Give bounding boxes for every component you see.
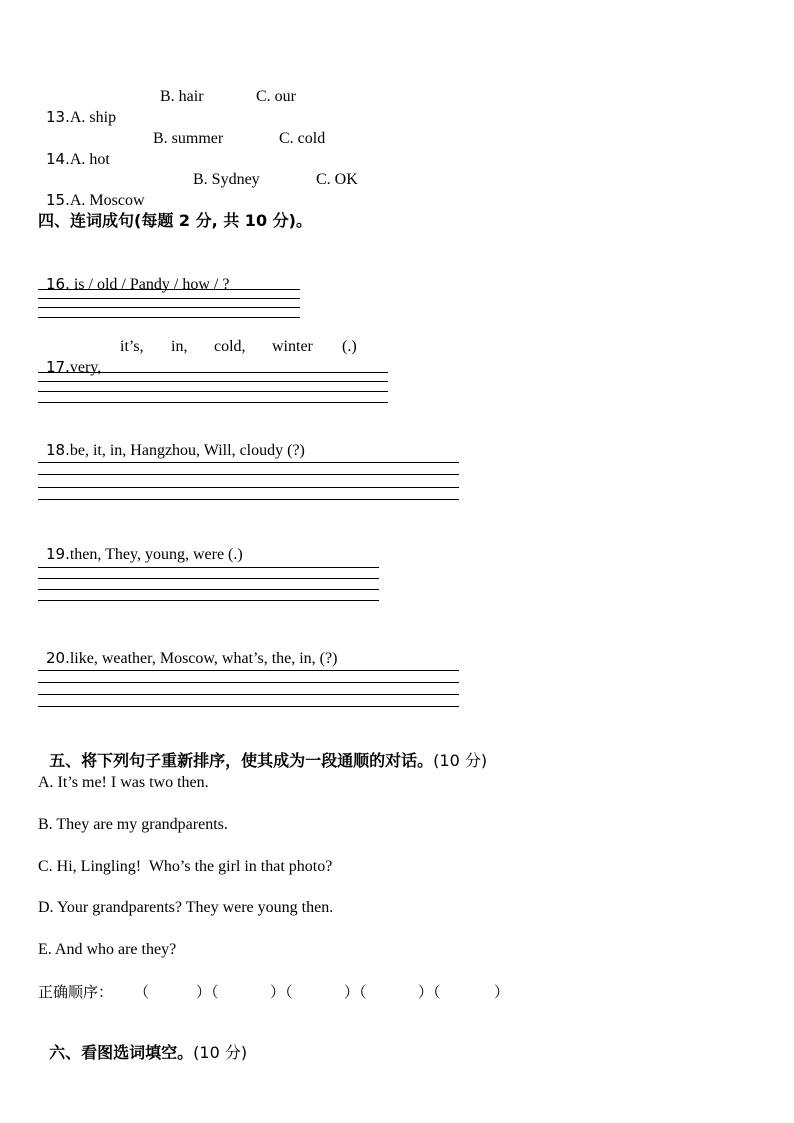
answer-line[interactable] — [38, 682, 459, 683]
answer-line[interactable] — [38, 694, 459, 695]
section-6-heading — [38, 1023, 247, 1063]
answer-line[interactable] — [38, 589, 379, 590]
answer-line[interactable] — [38, 298, 300, 299]
answer-slot[interactable]: ）（ — [196, 983, 219, 1001]
answer-line[interactable] — [38, 381, 388, 382]
answer-line[interactable] — [38, 307, 300, 308]
answer-line[interactable] — [38, 487, 459, 488]
question-number: 17. — [46, 358, 70, 376]
question-number: 18. — [46, 441, 70, 459]
option-b: B. hair — [160, 88, 204, 105]
answer-line[interactable] — [38, 372, 388, 373]
dialogue-sentence-e: E. And who are they? — [38, 941, 177, 958]
question-13 — [38, 87, 116, 128]
answer-line[interactable] — [38, 706, 459, 707]
question-number: 15. — [46, 191, 70, 209]
answer-line[interactable] — [38, 499, 459, 500]
section-5-score: (10 分) — [433, 751, 488, 770]
answer-line[interactable] — [38, 391, 388, 392]
question-text: then, They, young, were (.) — [69, 546, 243, 563]
answer-line[interactable] — [38, 402, 388, 403]
option-c: C. cold — [279, 130, 326, 147]
question-number: 19. — [46, 545, 70, 563]
option-a: A. Moscow — [69, 192, 145, 209]
answer-line[interactable] — [38, 289, 300, 290]
question-number: 20. — [46, 649, 70, 667]
answer-line[interactable] — [38, 462, 459, 463]
answer-line[interactable] — [38, 578, 379, 579]
question-number: 16. — [46, 275, 70, 293]
answer-line[interactable] — [38, 317, 300, 318]
section-5-title: 五、将下列句子重新排序，使其成为一段通顺的对话。 — [49, 751, 434, 770]
question-text: is / old / Pandy / how / ? — [69, 276, 230, 293]
question-number: 14. — [46, 150, 70, 168]
word: very, — [69, 359, 102, 376]
word: it’s, — [120, 338, 144, 355]
question-19 — [38, 524, 243, 565]
word: cold, — [214, 338, 246, 355]
question-number: 13. — [46, 108, 70, 126]
question-text: be, it, in, Hangzhou, Will, cloudy (?) — [69, 442, 305, 459]
option-c: C. our — [256, 88, 296, 105]
answer-line[interactable] — [38, 670, 459, 671]
answer-line[interactable] — [38, 474, 459, 475]
section-6-title: 六、看图选词填空。 — [49, 1043, 194, 1062]
option-c: C. OK — [316, 171, 358, 188]
dialogue-sentence-d: D. Your grandparents? They were young then. — [38, 899, 334, 916]
answer-slot[interactable]: ）（ — [270, 983, 293, 1001]
dialogue-sentence-a: A. It’s me! I was two then. — [38, 774, 209, 791]
word: winter — [272, 338, 313, 355]
option-a: A. hot — [69, 151, 110, 168]
answer-order-label: 正确顺序： — [38, 983, 114, 1001]
question-20 — [38, 628, 337, 669]
word: (.) — [342, 338, 357, 355]
question-text: like, weather, Moscow, what’s, the, in, (?) — [69, 650, 338, 667]
dialogue-sentence-b: B. They are my grandparents. — [38, 816, 228, 833]
option-a: A. ship — [69, 109, 117, 126]
answer-slot[interactable]: ）（ — [418, 983, 441, 1001]
section-6-score: (10 分) — [193, 1043, 248, 1062]
section-4-heading: 四、连词成句(每题 2 分, 共 10 分)。 — [38, 211, 312, 230]
answer-line[interactable] — [38, 600, 379, 601]
option-b: B. summer — [153, 130, 224, 147]
dialogue-sentence-c: C. Hi, Lingling! Who’s the girl in that photo? — [38, 858, 333, 875]
option-b: B. Sydney — [193, 171, 260, 188]
answer-slot[interactable]: ）（ — [344, 983, 367, 1001]
answer-line[interactable] — [38, 567, 379, 568]
question-14 — [38, 129, 110, 170]
question-18 — [38, 420, 305, 461]
answer-slot[interactable]: ） — [494, 983, 510, 1001]
question-15 — [38, 170, 145, 211]
section-5-heading — [38, 731, 487, 771]
answer-slot[interactable]: （ — [134, 983, 150, 1001]
word: in, — [171, 338, 188, 355]
